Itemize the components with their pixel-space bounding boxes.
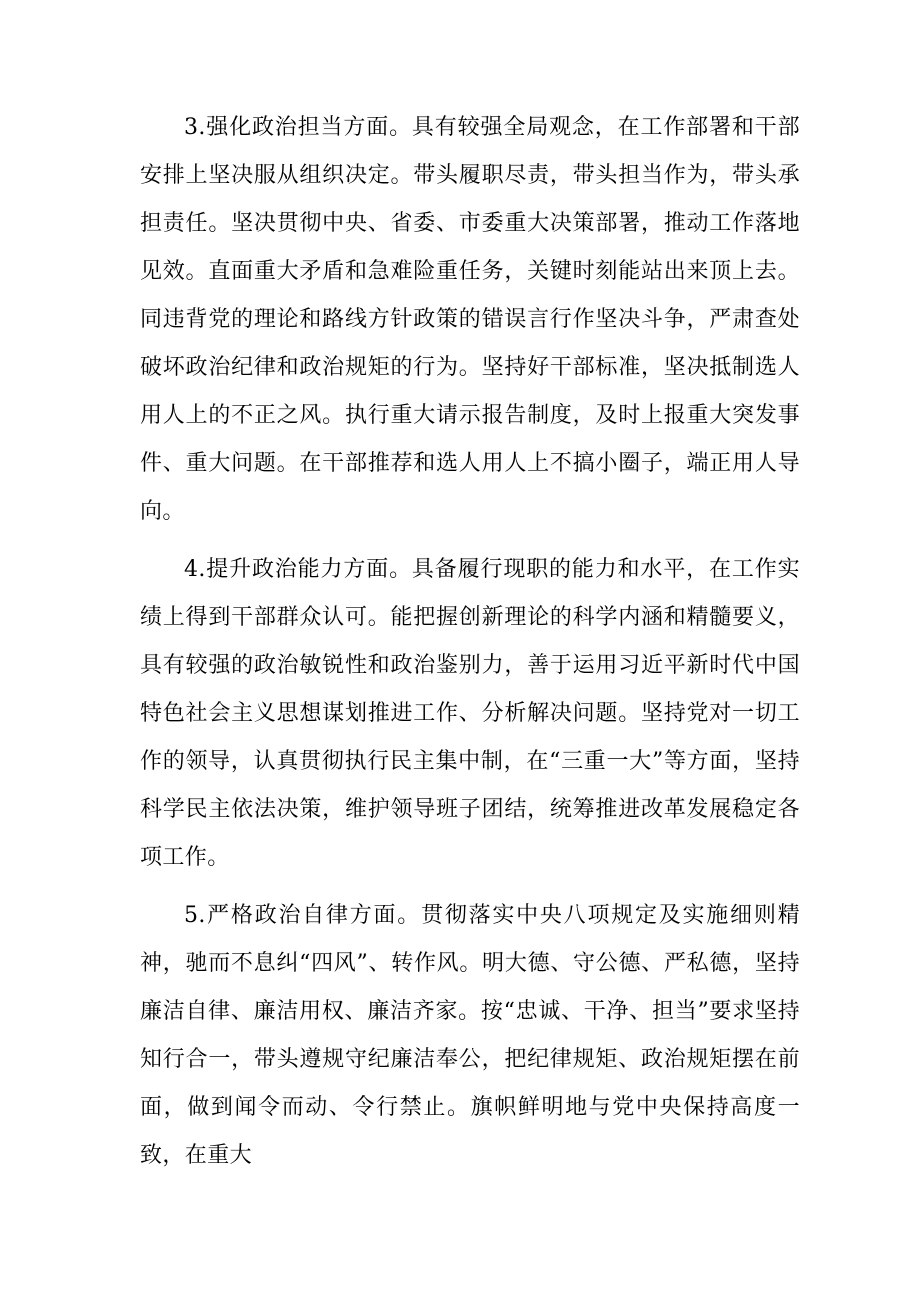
document-body — [140, 104, 800, 1180]
paragraph-political-responsibility: 3.强化政治担当方面。具有较强全局观念，在工作部署和干部安排上坚决服从组织决定。带头履职尽责，带头担当作为，带头承担责任。坚决贯彻中央、省委、市委重大决策部署，推动工作落地见效。直面重大矛盾和急难险重任务，关键时刻能站出来顶上去。同违背党的理论和路线方针政策的错误言行作坚决斗争，严肃查处破坏政治纪律和政治规矩的行为。坚持好干部标准，坚决抵制选人用人上的不正之风。执行重大请示报告制度，及时上报重大突发事件、重大问题。在干部推荐和选人用人上不搞小圈子，端正用人导向。 — [140, 115, 800, 524]
paragraph-political-ability: 4.提升政治能力方面。具备履行现职的能力和水平，在工作实绩上得到干部群众认可。能把握创新理论的科学内涵和精髓要义，具有较强的政治敏锐性和政治鉴别力，善于运用习近平新时代中国特色社会主义思想谋划推进工作、分析解决问题。坚持党对一切工作的领导，认真贯彻执行民主集中制，在“三重一大”等方面，坚持科学民主依法决策，维护领导班子团结，统筹推进改革发展稳定各项工作。 — [140, 557, 800, 870]
paragraph-political-self-discipline: 5.严格政治自律方面。贯彻落实中央八项规定及实施细则精神，驰而不息纠“四风”、转作风。明大德、守公德、严私德，坚持廉洁自律、廉洁用权、廉洁齐家。按“忠诚、干净、担当”要求坚持知行合一，带头遵规守纪廉洁奉公，把纪律规矩、政治规矩摆在前面，做到闻令而动、令行禁止。旗帜鲜明地与党中央保持高度一致，在重大 — [140, 903, 800, 1168]
